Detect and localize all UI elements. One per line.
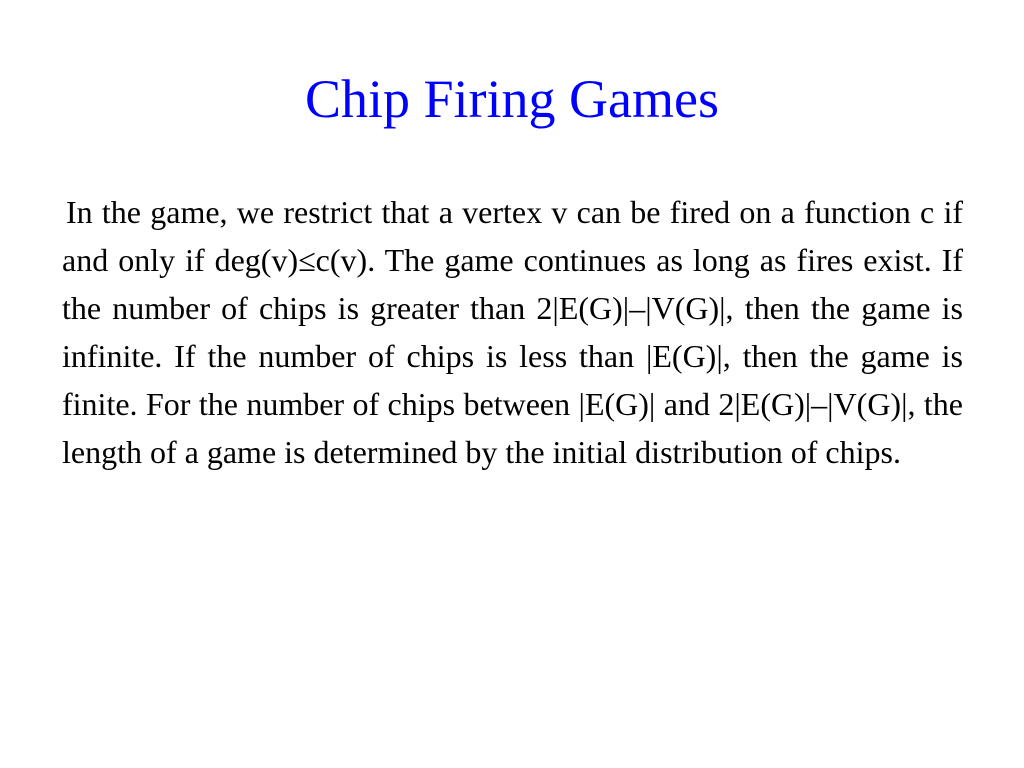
slide-title: Chip Firing Games — [305, 69, 719, 129]
slide-body-paragraph: In the game, we restrict that a vertex v can be fired on a function c if and only if deg(v)≤c(v). The game continues as long as fires exist. If the number of chips is greater than 2|E(G)|–|V(G)|, then the game is infinite. If the number of chips is less than |E(G)|, then the game is finite. For the number of chips between |E(G)| and 2|E(G)|–|V(G)|, the length of a game is determined by the initial distribution of chips. — [62, 194, 963, 470]
